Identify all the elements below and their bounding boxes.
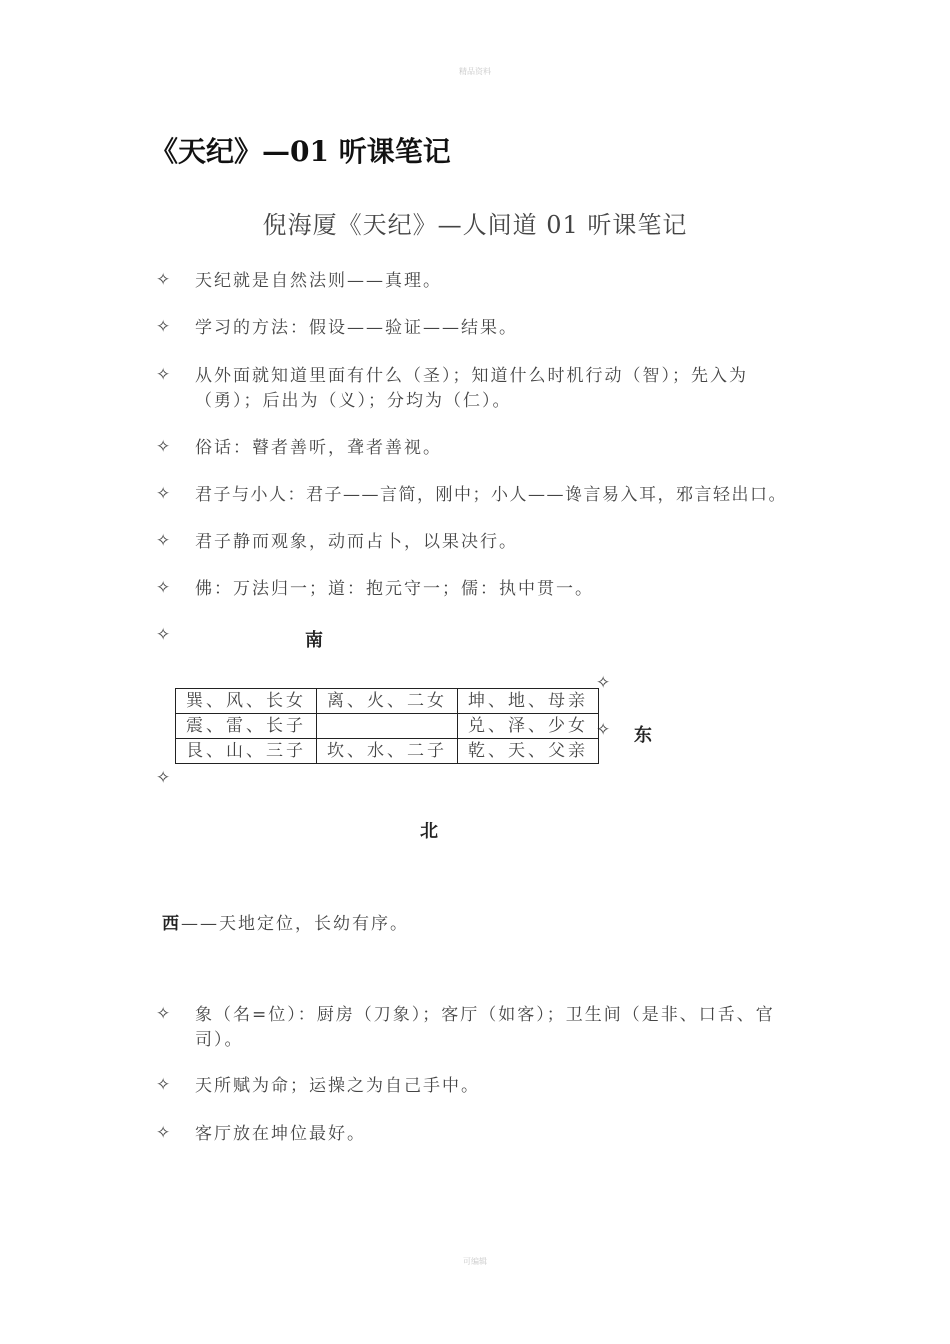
header-watermark: 精品资料	[459, 67, 491, 76]
table-cell: 坎、水、二子	[317, 739, 458, 764]
table-row	[176, 714, 599, 739]
bullet-icon: ✧	[596, 673, 611, 693]
table-cell: 震、雷、长子	[176, 714, 317, 739]
list-item: 君子与小人：君子——言简，刚中；小人——谗言易入耳，邪言轻出口。	[195, 485, 787, 505]
bullet-icon: ✧	[156, 1004, 171, 1024]
table-cell	[317, 714, 458, 739]
bullet-icon: ✧	[156, 437, 171, 457]
list-item: 君子静而观象，动而占卜，以果决行。	[195, 532, 518, 552]
table-row	[176, 689, 599, 714]
bullet-icon: ✧	[156, 578, 171, 598]
west-line	[162, 909, 409, 934]
west-line-text: ——天地定位，长幼有序。	[181, 914, 409, 934]
bullet-icon: ✧	[156, 365, 171, 385]
bullet-icon: ✧	[156, 484, 171, 504]
list-item: 从外面就知道里面有什么（圣）；知道什么时机行动（智）；先入为（勇）；后出为（义）；分均为（仁）。	[195, 366, 748, 411]
bagua-table	[175, 688, 599, 764]
direction-east: 东	[634, 725, 652, 746]
list-item: 学习的方法：假设——验证——结果。	[195, 318, 518, 338]
direction-south: 南	[305, 630, 323, 651]
bullet-icon: ✧	[156, 625, 171, 645]
bullet-icon: ✧	[156, 270, 171, 290]
document-subtitle: 倪海厦《天纪》—人间道 01 听课笔记	[262, 211, 688, 239]
table-cell: 离、火、二女	[317, 689, 458, 714]
direction-north: 北	[420, 821, 438, 842]
list-item: 俗话：瞽者善听，聋者善视。	[195, 438, 442, 458]
list-item: 客厅放在坤位最好。	[195, 1124, 366, 1144]
table-row	[176, 739, 599, 764]
list-item: 天纪就是自然法则——真理。	[195, 271, 442, 291]
table-cell: 艮、山、三子	[176, 739, 317, 764]
bullet-icon: ✧	[156, 768, 171, 788]
bullet-icon: ✧	[156, 1123, 171, 1143]
direction-west: 西	[162, 914, 181, 934]
table-cell: 乾、天、父亲	[458, 739, 599, 764]
footer-watermark: 可编辑	[463, 1257, 487, 1266]
bullet-icon: ✧	[156, 531, 171, 551]
bullet-icon: ✧	[156, 1075, 171, 1095]
list-item: 天所赋为命；运操之为自己手中。	[195, 1076, 480, 1096]
table-cell: 兑、泽、少女	[458, 714, 599, 739]
list-item: 佛：万法归一；道：抱元守一；儒：执中贯一。	[195, 579, 594, 599]
bullet-icon: ✧	[596, 720, 611, 740]
table-cell: 坤、地、母亲	[458, 689, 599, 714]
bullet-icon: ✧	[156, 317, 171, 337]
table-cell: 巽、风、长女	[176, 689, 317, 714]
document-title: 《天纪》—01 听课笔记	[150, 135, 451, 168]
list-item: 象（名=位）：厨房（刀象）；客厅（如客）；卫生间（是非、口舌、官司）。	[195, 1005, 775, 1050]
